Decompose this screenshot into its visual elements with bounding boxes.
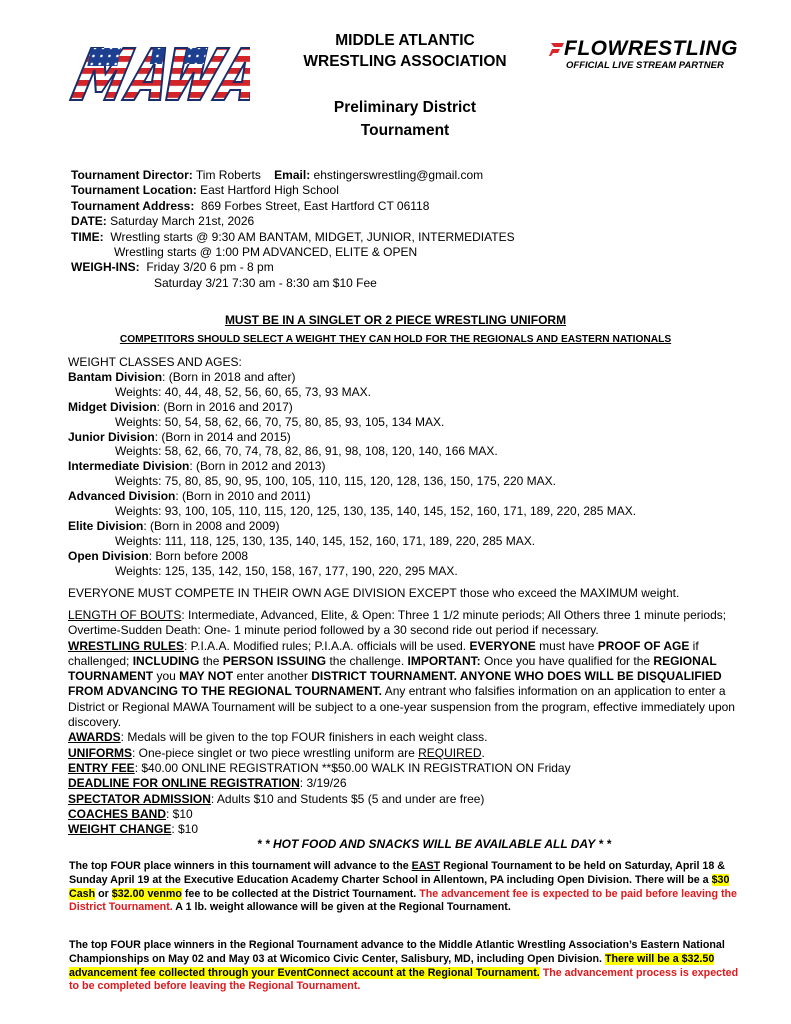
awards-row <box>68 730 740 745</box>
division-weights: Weights: 50, 54, 58, 62, 66, 70, 75, 80, 85, 93, 105, 134 MAX. <box>115 414 445 429</box>
bouts-paragraph <box>68 608 740 639</box>
division-weights: Weights: 93, 100, 105, 110, 115, 120, 125, 130, 135, 140, 145, 152, 160, 171, 189, 220, 285 MAX. <box>115 504 637 519</box>
deadline-text: : 3/19/26 <box>299 776 347 791</box>
org-line-2: WRESTLING ASSOCIATION <box>303 53 507 70</box>
advancement-warning: The advancement process is expected to be completed before leaving the Regional Tournament. <box>69 966 739 993</box>
weighin-value-1: Friday 3/20 6 pm - 8 pm <box>146 260 274 275</box>
time-row-2 <box>71 245 771 260</box>
advancement-text: Regional Tournament to be held on Saturday, April 18 & Sunday April 19 at the Executive Education Academy Charter School in Allentown, PA including Open Division. There will be a <box>69 860 725 886</box>
division-name: Bantam Division <box>68 369 163 384</box>
division-name: Intermediate Division <box>68 459 190 474</box>
division-name: Elite Division <box>68 518 144 533</box>
flowrestling-wordmark <box>548 38 748 60</box>
division-born: : (Born in 2016 and 2017) <box>156 399 293 414</box>
wrestling-rules-bold: INCLUDING <box>132 653 200 668</box>
address-value: 869 Forbes Street, East Hartford CT 06118 <box>201 198 430 213</box>
tournament-info <box>71 168 771 291</box>
wrestling-rules-text: Any entrant who falsifies information on an application to enter a District or Regional MAWA Tournament will be subject to a one-year suspension from the program, effective immediately upon discovery. <box>68 684 735 730</box>
wrestling-rules-text: Once you have qualified for the <box>480 653 654 668</box>
title-line-1: Preliminary District <box>333 99 477 116</box>
weight-change-text: : $10 <box>171 822 199 837</box>
mawa-logo <box>68 44 250 104</box>
uniforms-label: UNIFORMS <box>68 745 132 760</box>
wrestling-rules-text: enter another <box>233 669 312 684</box>
wrestling-rules-bold: REGIONAL TOURNAMENT <box>68 653 717 684</box>
time-value-2: Wrestling starts @ 1:00 PM ADVANCED, ELITE & OPEN <box>114 245 418 260</box>
location-row <box>71 183 771 198</box>
time-label: TIME: <box>71 229 104 244</box>
cash-fee-highlight: $30 Cash <box>69 873 730 900</box>
select-weight-notice: COMPETITORS SHOULD SELECT A WEIGHT THEY CAN HOLD FOR THE REGIONALS AND EASTERN NATIONALS <box>119 334 672 345</box>
org-title <box>265 30 545 72</box>
wrestling-rules-text: if challenged; <box>68 638 699 668</box>
wrestling-rules-bold: DISTRICT TOURNAMENT. ANYONE WHO DOES WILL BE DISQUALIFIED FROM ADVANCING TO THE REGIONAL TOURNAMENT. <box>68 669 722 699</box>
division-row <box>68 549 768 564</box>
eventconnect-fee-highlight: There will be a $32.50 advancement fee collected through your EventConnect account at the Regional Tournament. <box>69 952 715 979</box>
division-born: : (Born in 2010 and 2011) <box>175 489 311 504</box>
division-weights: Weights: 75, 80, 85, 90, 95, 100, 105, 110, 115, 120, 128, 136, 150, 175, 220 MAX. <box>115 474 556 489</box>
weight-change-row <box>68 822 740 837</box>
wrestling-rules-text: the <box>199 653 223 668</box>
coaches-band-row <box>68 807 740 822</box>
deadline-label: DEADLINE FOR ONLINE REGISTRATION <box>68 776 300 791</box>
weight-change-label: WEIGHT CHANGE <box>68 822 172 837</box>
mawa-flag-logo-icon <box>68 44 250 104</box>
east-underline: EAST <box>411 860 441 872</box>
wrestling-rules-text: must have <box>535 638 598 653</box>
org-line-1: MIDDLE ATLANTIC <box>335 32 475 49</box>
entry-fee-text: : $40.00 ONLINE REGISTRATION **$50.00 WALK IN REGISTRATION ON Friday <box>134 760 571 775</box>
wrestling-rules-text: the challenge. <box>326 653 408 668</box>
flo-text: FLO <box>564 37 608 60</box>
weighin-row-2 <box>71 276 771 291</box>
flowrestling-logo <box>548 38 748 71</box>
wrestling-rules-bold: IMPORTANT: <box>407 653 481 668</box>
division-weights: Weights: 58, 62, 66, 70, 74, 78, 82, 86, 91, 98, 108, 120, 140, 166 MAX. <box>115 444 498 459</box>
venmo-fee-highlight: $32.00 venmo <box>111 887 182 900</box>
page-title <box>265 96 545 142</box>
division-row <box>68 370 768 385</box>
date-label: DATE: <box>71 214 107 229</box>
advancement-text: The top FOUR place winners in the Regional Tournament advance to the Middle Atlantic Wrestling Association’s Eastern National Championships on May 02 and May 03 at Wicomico Civic Center, Salisbury, MD, including Open Division. <box>69 939 725 965</box>
division-row <box>68 459 768 474</box>
bouts-text: : Intermediate, Advanced, Elite, & Open: Three 1 1/2 minute periods; All Others three 1 minute periods; Overtime-Sudden Death: One- 1 minute period followed by a 30 second ride out period if necessary. <box>68 608 727 638</box>
date-value: Saturday March 21st, 2026 <box>110 214 255 229</box>
age-division-rule: EVERYONE MUST COMPETE IN THEIR OWN AGE DIVISION EXCEPT those who exceed the MAXIMUM weight. <box>68 586 680 600</box>
uniforms-required: REQUIRED <box>418 745 482 760</box>
spectator-text: : Adults $10 and Students $5 (5 and under are free) <box>210 791 485 806</box>
weighin-row <box>71 260 771 275</box>
wrestling-rules-text: you <box>153 669 180 684</box>
advancement-text: fee to be collected at the District Tournament. <box>181 887 420 900</box>
wrestling-rules-label: WRESTLING RULES <box>68 638 184 653</box>
director-value: Tim Roberts <box>195 168 261 182</box>
partner-subtitle: OFFICIAL LIVE STREAM PARTNER <box>566 60 724 71</box>
weight-classes <box>68 355 768 579</box>
advancement-text: A 1 lb. weight allowance will be given at the Regional Tournament. <box>172 901 511 914</box>
email-label: Email: <box>274 168 311 182</box>
uniforms-text: : One-piece singlet or two piece wrestling uniform are <box>132 745 419 760</box>
spectator-row <box>68 792 740 807</box>
regional-advancement-paragraph <box>69 939 741 994</box>
division-name: Open Division <box>68 548 149 563</box>
awards-label: AWARDS <box>68 730 121 745</box>
address-label: Tournament Address: <box>71 198 195 213</box>
coaches-band-label: COACHES BAND <box>68 806 167 821</box>
rules-section <box>68 608 740 853</box>
date-row <box>71 214 771 229</box>
title-line-2: Tournament <box>360 122 450 139</box>
division-name: Midget Division <box>68 399 157 414</box>
division-weights: Weights: 40, 44, 48, 52, 56, 60, 65, 73, 93 MAX. <box>115 384 371 399</box>
entry-fee-label: ENTRY FEE <box>68 760 135 775</box>
director-label: Tournament Director: <box>71 168 193 182</box>
weighin-label: WEIGH-INS: <box>71 260 140 275</box>
time-value-1: Wrestling starts @ 9:30 AM BANTAM, MIDGET, JUNIOR, INTERMEDIATES <box>110 229 515 244</box>
weighin-value-2: Saturday 3/21 7:30 am - 8:30 am $10 Fee <box>154 275 377 290</box>
division-name: Advanced Division <box>68 489 176 504</box>
location-label: Tournament Location: <box>71 183 197 198</box>
awards-text: : Medals will be given to the top FOUR finishers in each weight class. <box>120 730 488 745</box>
division-row <box>68 400 768 415</box>
deadline-row <box>68 776 740 791</box>
wrestling-rules-bold: PROOF OF AGE <box>597 638 690 653</box>
wrestling-rules-bold: MAY NOT <box>179 669 234 684</box>
entry-fee-row <box>68 761 740 776</box>
wrestling-rules-bold: PERSON ISSUING <box>222 653 327 668</box>
uniform-notice: MUST BE IN A SINGLET OR 2 PIECE WRESTLING UNIFORM <box>224 313 567 327</box>
division-row <box>68 430 768 445</box>
division-born: : (Born in 2014 and 2015) <box>154 429 291 444</box>
wrestling-rules-bold: EVERYONE <box>469 638 536 653</box>
uniforms-end: . <box>481 745 485 760</box>
division-born: : (Born in 2012 and 2013) <box>189 459 326 474</box>
district-advancement-paragraph <box>69 860 741 915</box>
bouts-label: LENGTH OF BOUTS <box>68 608 182 622</box>
advancement-warning: The advancement fee is expected to be paid before leaving the District Tournament. <box>69 887 737 914</box>
coaches-band-text: : $10 <box>166 806 193 821</box>
advancement-text: or <box>95 887 112 900</box>
division-born: : Born before 2008 <box>148 548 249 563</box>
logo-text: MAWA <box>68 44 72 45</box>
division-born: : (Born in 2008 and 2009) <box>143 518 280 533</box>
weights-heading: WEIGHT CLASSES AND AGES: <box>68 355 242 369</box>
division-weights: Weights: 125, 135, 142, 150, 158, 167, 177, 190, 220, 295 MAX. <box>115 563 458 578</box>
email-value[interactable]: ehstingerswrestling@gmail.com <box>313 168 484 182</box>
hot-food-notice: * * HOT FOOD AND SNACKS WILL BE AVAILABLE ALL DAY * * <box>256 837 611 852</box>
division-weights: Weights: 111, 118, 125, 130, 135, 140, 145, 152, 160, 171, 189, 220, 285 MAX. <box>115 533 536 548</box>
division-row <box>68 519 768 534</box>
location-value: East Hartford High School <box>200 183 339 198</box>
wrestling-text: WRESTLING <box>607 37 738 60</box>
division-born: : (Born in 2018 and after) <box>162 369 296 384</box>
address-row <box>71 199 771 214</box>
division-row <box>68 489 768 504</box>
uniforms-row <box>68 746 740 761</box>
advancement-text: The top FOUR place winners in this tournament will advance to the <box>69 860 412 872</box>
wrestling-rules-paragraph <box>68 639 740 731</box>
director-row <box>71 168 771 183</box>
time-row <box>71 230 771 245</box>
flo-mark-icon <box>548 41 564 57</box>
wrestling-rules-text: : P.I.A.A. Modified rules; P.I.A.A. officials will be used. <box>184 638 470 653</box>
spectator-label: SPECTATOR ADMISSION <box>68 791 211 806</box>
division-name: Junior Division <box>68 429 155 444</box>
